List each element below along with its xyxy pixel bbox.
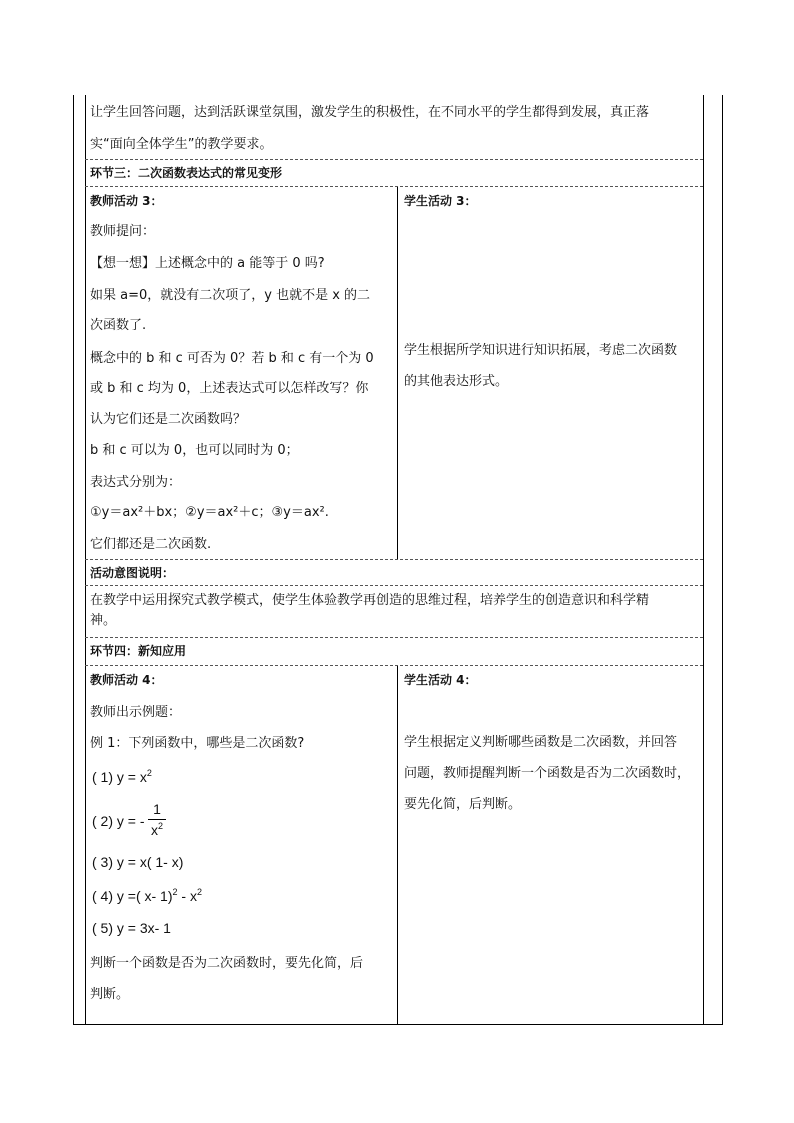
column-divider-3 <box>397 187 398 559</box>
teacher-3-line: 教师提问： <box>90 224 156 239</box>
teacher-4-conclusion-2: 判断。 <box>90 987 130 1002</box>
row-separator <box>85 559 703 560</box>
student-activity-4-heading: 学生活动 4： <box>404 673 477 687</box>
student-activity-3-heading: 学生活动 3： <box>404 194 477 208</box>
intro-line-1: 让学生回答问题，达到活跃课堂氛围，激发学生的积极性，在不同水平的学生都得到发展，真正落 <box>90 105 650 120</box>
table-left-border <box>73 95 74 1025</box>
row-separator <box>85 159 703 160</box>
student-4-line: 学生根据定义判断哪些函数是二次函数，并回答 <box>404 735 678 750</box>
teacher-activity-3-heading: 教师活动 3： <box>90 194 163 208</box>
inner-right-rule <box>703 95 704 1025</box>
row-separator <box>85 585 703 586</box>
teacher-3-line: 它们都还是二次函数. <box>90 537 212 552</box>
student-4-line: 问题，教师提醒判断一个函数是否为二次函数时， <box>404 766 691 781</box>
intent-line-1: 在教学中运用探究式教学模式，使学生体验教学再创造的思维过程，培养学生的创造意识和科学精 <box>90 593 650 608</box>
row-separator <box>85 186 703 187</box>
teacher-3-line: 或 b 和 c 均为 0，上述表达式可以怎样改写？你 <box>90 381 369 396</box>
equation-5: ( 5) y = 3x- 1 <box>92 920 171 936</box>
equation-3: ( 3) y = x( 1- x) <box>92 854 184 870</box>
student-3-line: 的其他表达形式。 <box>404 374 509 389</box>
table-right-border <box>722 95 723 1025</box>
teacher-3-line: 认为它们还是二次函数吗？ <box>90 412 247 427</box>
column-divider-4 <box>397 666 398 1024</box>
equation-4: ( 4) y =( x- $1)^2 - x^2$ <box>92 887 202 904</box>
teacher-3-line: b 和 c 可以为 0，也可以同时为 0； <box>90 443 299 458</box>
row-separator <box>85 637 703 638</box>
teacher-4-intro: 教师出示例题： <box>90 705 182 720</box>
fraction-bar <box>148 819 166 820</box>
section-3-title: 环节三：二次函数表达式的常见变形 <box>90 166 283 180</box>
teacher-3-line: ①y＝ax²＋bx；②y＝ax²＋c；③y＝ax². <box>90 505 329 520</box>
example-title: 例 1：下列函数中，哪些是二次函数? <box>90 736 305 751</box>
teacher-activity-4-heading: 教师活动 4： <box>90 673 163 687</box>
equation-2-denominator: $x^2$ <box>150 821 163 838</box>
equation-2-numerator: 1 <box>153 801 161 817</box>
intent-line-2: 神。 <box>90 613 117 628</box>
equation-2-lhs: ( 2) y = - <box>92 813 145 829</box>
inner-left-rule <box>85 95 86 1025</box>
section-4-title: 环节四：新知应用 <box>90 644 187 658</box>
teacher-3-line: 如果 a=0，就没有二次项了，y 也就不是 x 的二 <box>90 288 371 303</box>
equation-1: ( 1) $y = x^2$ <box>92 768 152 785</box>
intent-heading: 活动意图说明： <box>90 566 175 580</box>
teacher-4-conclusion-1: 判断一个函数是否为二次函数时，要先化简，后 <box>90 956 364 971</box>
teacher-3-line: 次函数了. <box>90 318 147 333</box>
student-4-line: 要先化简，后判断。 <box>404 797 522 812</box>
teacher-3-line: 表达式分别为： <box>90 475 182 490</box>
row-separator <box>85 665 703 666</box>
student-3-line: 学生根据所学知识进行知识拓展，考虑二次函数 <box>404 343 678 358</box>
intro-line-2: 实“面向全体学生”的教学要求。 <box>90 137 273 152</box>
teacher-3-line: 概念中的 b 和 c 可否为 0？若 b 和 c 有一个为 0 <box>90 351 374 366</box>
teacher-3-line: 【想一想】上述概念中的 a 能等于 0 吗? <box>90 256 325 271</box>
table-bottom-border <box>73 1024 723 1025</box>
